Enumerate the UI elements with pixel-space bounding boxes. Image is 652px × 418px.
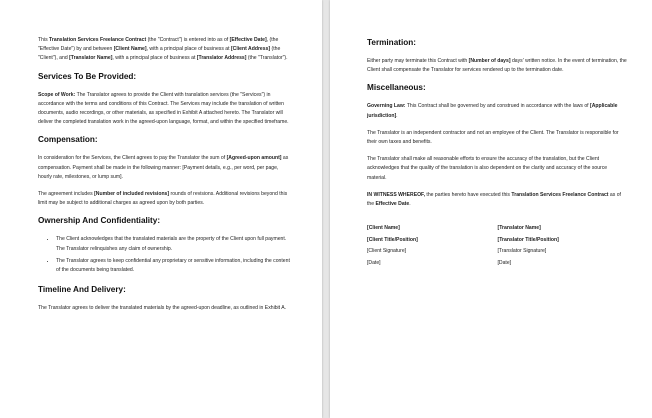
amount-placeholder: [Agreed-upon amount]: [226, 155, 282, 162]
days-placeholder: [Number of days]: [468, 58, 511, 64]
termination-paragraph: [367, 57, 628, 75]
translator-date-field: [Date]: [497, 259, 512, 266]
translator-address-placeholder: [Translator Address]: [196, 55, 247, 62]
witness-text: the parties hereto have executed this: [425, 191, 512, 198]
document-page-2: [330, 0, 652, 418]
effective-date-label: Effective Date: [375, 201, 410, 208]
translator-signature-column: [498, 223, 629, 269]
effective-date-placeholder: [Effective Date]: [229, 37, 267, 43]
termination-text: days' written notice. In the event of termination, the Client shall compensate the Translator for services rendered up to the termination date.: [367, 58, 627, 74]
list-item: • The Translator agrees to keep confidential any proprietary or sensitive information, including the content of the documents being translated.: [56, 257, 292, 275]
contract-name: Translation Services Freelance Contract: [511, 191, 609, 198]
accuracy-paragraph: The Translator shall make all reasonable efforts to ensure the accuracy of the translation, but the Client acknowledges that the quality of the translation is also dependent on the clarity and accuracy of the source material.: [367, 156, 608, 181]
compensation-heading: Compensation:: [38, 135, 98, 145]
intro-text: (the "Contract") is entered into as of: [146, 37, 230, 43]
intro-text: This: [38, 37, 50, 43]
client-date-field: [Date]: [367, 259, 381, 266]
governing-law-paragraph: [367, 102, 628, 120]
revisions-text: rounds of revisions. Additional revisions beyond this limit may be subject to additional charges as agreed upon by both parties.: [38, 191, 288, 207]
client-name-placeholder: [Client Name]: [113, 46, 147, 53]
client-signature-field: [Client Signature]: [367, 248, 407, 255]
compensation-text: In consideration for the Services, the Client agrees to pay the Translator the sum of: [38, 155, 227, 162]
client-name-field: [Client Name]: [367, 225, 400, 232]
document-page-1: [0, 0, 322, 418]
revisions-text: The agreement includes: [38, 191, 95, 198]
compensation-paragraph: [38, 154, 292, 182]
scope-of-work-paragraph: [38, 91, 292, 128]
contractor-paragraph: The Translator is an independent contractor and not an employee of the Client. The Translator is responsible for their own taxes and benefits.: [367, 129, 619, 146]
ownership-list: [38, 235, 292, 275]
governing-law-text: This Contract shall be governed by and construed in accordance with the laws of: [405, 103, 591, 110]
revisions-paragraph: [38, 190, 292, 208]
services-heading: Services To Be Provided:: [38, 71, 137, 81]
compensation-text: as compensation. Payment shall be made in the following manner: [Payment details, e.g., per word, per page, hourly rate, milestones, or lump sum].: [38, 155, 289, 180]
client-address-placeholder: [Client Address]: [230, 46, 271, 53]
ownership-heading: Ownership And Confidentiality:: [38, 216, 161, 226]
witness-text: as of the: [367, 191, 621, 208]
termination-text: Either party may terminate this Contract with: [367, 58, 469, 64]
timeline-paragraph: The Translator agrees to deliver the translated materials by the agreed-upon deadline, as outlined in Exhibit A.: [38, 305, 287, 312]
timeline-heading: Timeline And Delivery:: [38, 285, 126, 295]
translator-signature-field: [Translator Signature]: [497, 248, 547, 255]
list-item: • The Client acknowledges that the translated materials are the property of the Client upon full payment. The Translator relinquishes any claim of ownership.: [56, 235, 292, 253]
scope-text: The Translator agrees to provide the Client with translation services (the "Services") in accordance with the terms and conditions of this Contract. The Services may include the translation of written documents, audio recordings, or other materials, as specified in Exhibit A attached hereto. The Translator will deliver the completed translation work in the agreed-upon language, format, and within the specified timeframe.: [38, 91, 289, 126]
witness-text: .: [409, 201, 411, 208]
intro-text: , with a principal place of business at: [112, 55, 197, 62]
intro-paragraph: [38, 36, 292, 64]
translator-name-placeholder: [Translator Name]: [69, 55, 113, 62]
intro-text: , (the "Effective Date") by and between: [38, 37, 279, 53]
witness-label: IN WITNESS WHEREOF,: [367, 191, 426, 198]
jurisdiction-placeholder: [Applicable jurisdiction]: [367, 103, 618, 119]
client-signature-column: [367, 223, 498, 269]
intro-text: (the "Translator").: [246, 55, 288, 62]
translator-name-field: [Translator Name]: [497, 225, 541, 232]
scope-label: Scope of Work:: [38, 91, 76, 98]
intro-text: (the "Client"), and: [38, 46, 281, 62]
client-title-field: [Client Title/Position]: [367, 236, 418, 243]
intro-text: , with a principal place of business at: [146, 46, 231, 53]
translator-title-field: [Translator Title/Position]: [497, 236, 559, 243]
signature-block: [367, 223, 628, 269]
revisions-placeholder: [Number of included revisions]: [94, 191, 170, 198]
governing-law-label: Governing Law:: [367, 103, 406, 110]
termination-heading: Termination:: [367, 38, 416, 47]
contract-name: Translation Services Freelance Contract: [49, 37, 147, 43]
governing-law-text: .: [396, 112, 398, 119]
miscellaneous-heading: Miscellaneous:: [367, 83, 426, 93]
witness-paragraph: [367, 191, 628, 209]
